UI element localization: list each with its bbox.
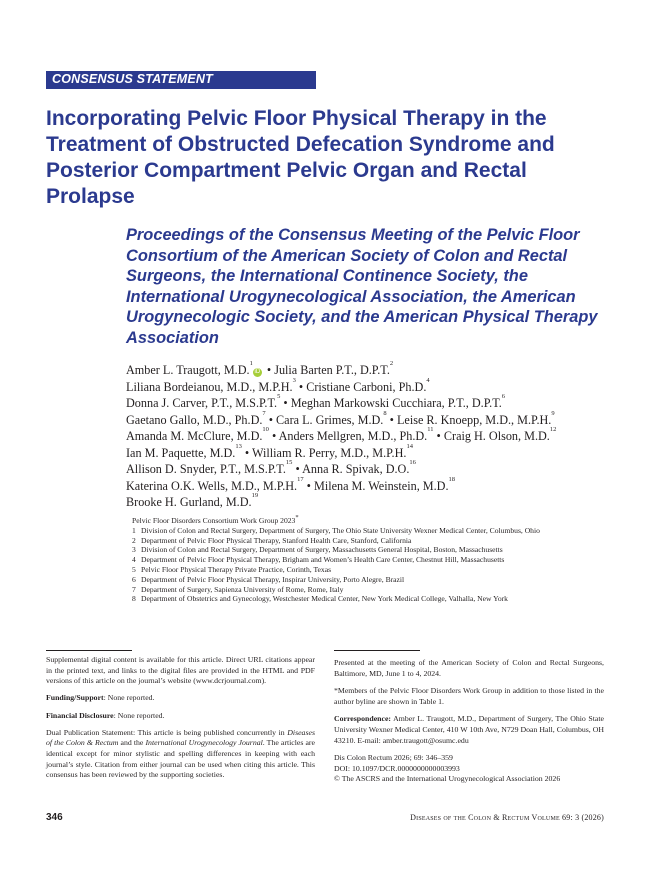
- affiliation-item: [132, 536, 612, 546]
- correspondence-label: Correspondence:: [334, 714, 392, 724]
- affiliation-number: 6: [132, 574, 136, 584]
- affil-ref: 11: [427, 426, 434, 433]
- affil-ref: 6: [501, 393, 506, 400]
- affiliation-number: 4: [132, 555, 136, 565]
- correspondence-text: Amber L. Traugott, M.D., Department of Surgery, The Ohio State University Wexner Medical Center, 410 W 10th Ave, N729 Doan Hall, Columbus, OH 43210. E-mail: amber.traugott@osumc.edu: [334, 714, 604, 745]
- footnote-rule-right: [334, 650, 420, 651]
- journal-name: Diseases of the Colon & Rectum: [46, 727, 315, 748]
- orcid-icon[interactable]: iD: [254, 369, 261, 375]
- author-name[interactable]: Meghan Markowski Cucchiara, P.T., D.P.T.: [290, 396, 502, 410]
- affil-ref: 8: [383, 409, 387, 417]
- affil-ref: 12: [549, 426, 557, 433]
- affiliation-number: 3: [132, 545, 136, 555]
- author-name[interactable]: Katerina O.K. Wells, M.D., M.P.H.: [126, 478, 298, 493]
- separator: •: [268, 412, 273, 427]
- supplemental-note: Supplemental digital content is available for this article. Direct URL citations appear in the printed text, and links to the digital files are provided in the HTML and PDF versions of this article on the journal’s website (www.dcrjournal.com).: [46, 655, 315, 686]
- affil-ref: 1: [249, 360, 253, 367]
- affil-ref: 13: [235, 442, 242, 450]
- author-name[interactable]: Amber L. Traugott, M.D.: [126, 363, 250, 377]
- affiliation-item: [132, 565, 612, 575]
- author-line: [126, 376, 626, 396]
- affiliation-text: Department of Pelvic Floor Physical Therapy, Stanford Health Care, Stanford, California: [141, 535, 412, 545]
- author-line: [126, 494, 626, 511]
- affiliation-number: 5: [132, 564, 136, 574]
- affiliation-text: Division of Colon and Rectal Surgery, Department of Surgery, Massachusetts General Hospital, Boston, Massachusetts: [141, 545, 503, 555]
- affiliation-item: [132, 545, 612, 555]
- affiliation-item: [132, 585, 612, 595]
- affil-ref: 15: [285, 459, 293, 466]
- separator: •: [271, 429, 277, 443]
- author-line: [126, 428, 626, 445]
- page-number: 346: [46, 812, 63, 823]
- affil-ref: 2: [389, 360, 394, 367]
- affiliation-number: 2: [132, 535, 136, 545]
- author-line: [126, 475, 626, 495]
- author-byline: [126, 362, 626, 511]
- section-label: CONSENSUS STATEMENT: [52, 72, 213, 86]
- author-name[interactable]: Anders Mellgren, M.D., Ph.D.: [278, 429, 428, 443]
- affiliations: [132, 516, 612, 604]
- disclosure-text: : None reported.: [113, 710, 165, 720]
- funding-note: [46, 693, 315, 704]
- separator: •: [298, 379, 304, 394]
- author-line: [126, 442, 626, 462]
- separator: •: [295, 462, 300, 476]
- author-name[interactable]: Cristiane Carboni, Ph.D.: [306, 379, 427, 394]
- affil-ref: 5: [277, 393, 281, 400]
- doi[interactable]: DOI: 10.1097/DCR.0000000000003993: [334, 763, 460, 773]
- footnotes-left: [46, 655, 315, 787]
- copyright: © The ASCRS and the International Urogynecological Association 2026: [334, 774, 561, 784]
- author-name[interactable]: Liliana Bordeianou, M.D., M.P.H.: [126, 379, 293, 394]
- dual-publication-note: [46, 728, 315, 781]
- article-subtitle: Proceedings of the Consensus Meeting of the Pelvic Floor Consortium of the American Society of Colon and Rectal Surgeons, the International Continence Society, the International Urogynecological Association, the American Urogynecologic Society, and the American Physical Therapy Association: [126, 226, 598, 347]
- author-name[interactable]: Donna J. Carver, P.T., M.S.P.T.: [126, 396, 278, 410]
- affiliation-item: [132, 594, 612, 604]
- funding-text: : None reported.: [103, 693, 155, 703]
- author-line: [126, 362, 626, 379]
- affil-ref: 16: [409, 459, 416, 466]
- affil-ref: 18: [448, 475, 456, 483]
- affil-ref: 19: [251, 492, 259, 499]
- author-name[interactable]: Amanda M. McClure, M.D.: [126, 429, 263, 443]
- author-name[interactable]: Cara L. Grimes, M.D.: [276, 412, 384, 427]
- correspondence-note: [334, 714, 604, 746]
- affiliation-text: Division of Colon and Rectal Surgery, Department of Surgery, The Ohio State University Wexner Medical Center, Columbus, Ohio: [141, 525, 540, 535]
- author-name[interactable]: Julia Barten P.T., D.P.T.: [274, 363, 390, 377]
- footnote-marker: *: [295, 514, 299, 521]
- author-name[interactable]: Allison D. Snyder, P.T., M.S.P.T.: [126, 462, 286, 476]
- affiliation-text: Department of Pelvic Floor Physical Therapy, Inspirar University, Porto Alegre, Brazil: [141, 574, 405, 584]
- author-name[interactable]: Gaetano Gallo, M.D., Ph.D.: [126, 412, 263, 427]
- author-line: [126, 461, 626, 478]
- journal-name: International Urogynecology Journal: [145, 738, 263, 748]
- affiliation-number: 7: [132, 584, 136, 594]
- footnote-rule-left: [46, 650, 132, 651]
- funding-label: Funding/Support: [46, 693, 104, 703]
- presented-note: Presented at the meeting of the American Society of Colon and Rectal Surgeons, Baltimore, MD, June 1 to 4, 2024.: [334, 658, 604, 678]
- work-group-name: Pelvic Floor Disorders Consortium Work Group 2023: [132, 516, 296, 525]
- footnotes-right: [334, 658, 604, 785]
- dual-text: and the: [118, 738, 146, 748]
- author-name[interactable]: Milena M. Weinstein, M.D.: [313, 478, 449, 493]
- affil-ref: 9: [551, 409, 555, 417]
- separator: •: [283, 396, 288, 410]
- author-name[interactable]: Brooke H. Gurland, M.D.: [126, 495, 252, 509]
- separator: •: [436, 429, 441, 443]
- separator: •: [266, 363, 272, 377]
- affil-ref: 10: [262, 426, 269, 433]
- disclosure-note: [46, 711, 315, 722]
- affiliation-text: Department of Pelvic Floor Physical Therapy, Brigham and Women’s Health Care Center, Chestnut Hill, Massachusetts: [141, 555, 505, 565]
- author-name[interactable]: Ian M. Paquette, M.D.: [126, 445, 236, 460]
- members-note: *Members of the Pelvic Floor Disorders Work Group in addition to those listed in the author byline are shown in Table 1.: [334, 686, 604, 706]
- affiliation-text: Pelvic Floor Physical Therapy Private Practice, Corinth, Texas: [141, 564, 332, 574]
- work-group-label: [132, 516, 612, 526]
- separator: •: [306, 478, 311, 493]
- separator: •: [389, 412, 394, 427]
- running-footer: Diseases of the Colon & Rectum Volume 69: 3 (2026): [410, 813, 604, 822]
- dual-text: Dual Publication Statement: This article is being published concurrently in: [46, 727, 288, 737]
- affil-ref: 7: [262, 409, 266, 417]
- section-banner: [46, 71, 316, 89]
- affil-ref: 14: [406, 442, 413, 450]
- affiliation-item: [132, 555, 612, 565]
- affiliation-text: Department of Surgery, Sapienza University of Rome, Rome, Italy: [141, 584, 344, 594]
- affiliation-item: [132, 575, 612, 585]
- separator: •: [244, 445, 250, 460]
- disclosure-label: Financial Disclosure: [46, 710, 114, 720]
- affil-ref: 17: [297, 475, 304, 483]
- article-title: Incorporating Pelvic Floor Physical Therapy in the Treatment of Obstructed Defecation Syndrome and Posterior Compartment Pelvic Organ and Rectal Prolapse: [46, 107, 555, 208]
- affil-ref: 4: [426, 376, 430, 384]
- affil-ref: 3: [292, 376, 296, 384]
- author-name[interactable]: Anna R. Spivak, D.O.: [302, 462, 410, 476]
- author-name[interactable]: Leise R. Knoepp, M.D., M.P.H.: [396, 412, 552, 427]
- affiliation-number: 8: [132, 594, 136, 604]
- affiliation-text: Department of Obstetrics and Gynecology, Westchester Medical Center, New York Medical College, Valhalla, New York: [141, 594, 508, 604]
- affiliation-item: [132, 526, 612, 536]
- affiliation-number: 1: [132, 525, 136, 535]
- dual-text: . The articles are identical except for minor stylistic and spelling differences in keeping with each journal’s style. Citation from either journal can be used when citing this article. This consensus has been reviewed by the supporting societies.: [46, 738, 315, 780]
- author-name[interactable]: Craig H. Olson, M.D.: [443, 429, 550, 443]
- citation: Dis Colon Rectum 2026; 69: 346–359: [334, 753, 453, 763]
- author-name[interactable]: William R. Perry, M.D., M.P.H.: [252, 445, 407, 460]
